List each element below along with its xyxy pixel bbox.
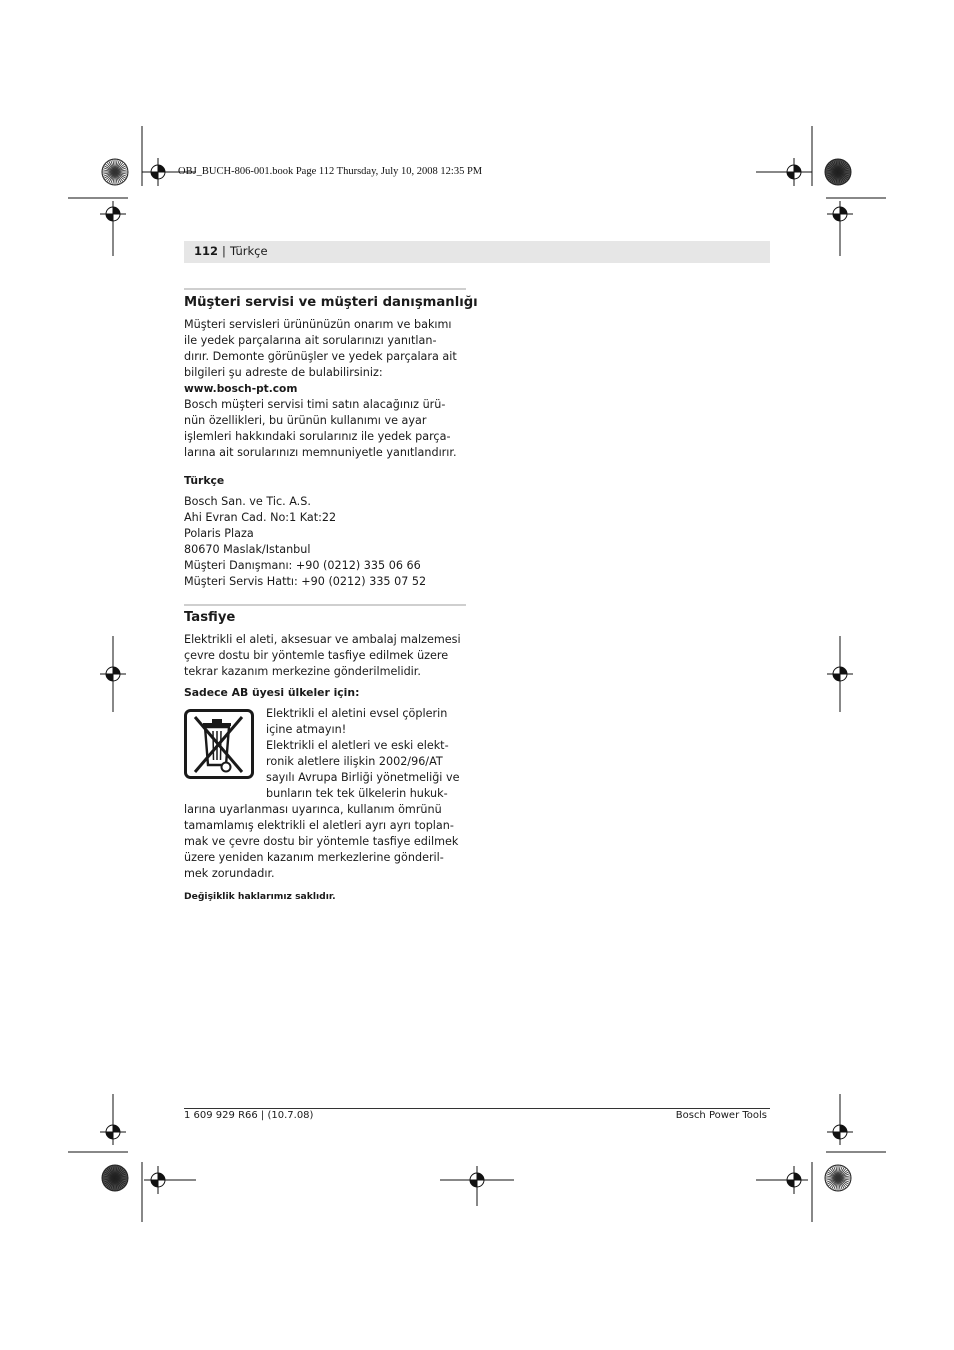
text-line: nün özellikleri, bu ürünün kullanımı ve ayar [184, 414, 427, 427]
text-line: tamamlamış elektrikli el aletleri ayrı ayrı toplan- [184, 819, 454, 832]
section-rule [184, 288, 466, 290]
header-language: Türkçe [230, 244, 268, 258]
text-line: Müşteri Servis Hattı: +90 (0212) 335 07 52 [184, 575, 427, 588]
rights-reserved: Değişiklik haklarımız saklıdır. [184, 891, 336, 902]
contact-address [184, 494, 470, 590]
service-text [184, 317, 470, 461]
text-line: larına uyarlanması uyarınca, kullanım ömrünü [184, 803, 442, 816]
text-line: Bosch müşteri servisi timi satın alacağınız ürü- [184, 398, 446, 411]
page-number: 112 [194, 244, 219, 258]
header-separator: | [222, 244, 226, 258]
text-line: Bosch San. ve Tic. A.S. [184, 495, 311, 508]
section-rule [184, 604, 466, 606]
color-star-mark [102, 1165, 128, 1191]
disposal-warning [266, 706, 459, 802]
text-line: Müşteri servisleri ürününüzün onarım ve bakımı [184, 318, 452, 331]
text-line: Müşteri Danışmanı: +90 (0212) 335 06 66 [184, 559, 421, 572]
service-url: www.bosch-pt.com [184, 383, 298, 395]
text-line: bilgileri şu adreste de bulabilirsiniz: [184, 366, 383, 379]
text-line: üzere yeniden kazanım merkezlerine gönderil- [184, 851, 444, 864]
text-line: Elektrikli el aleti, aksesuar ve ambalaj malzemesi [184, 633, 461, 646]
text-line: Polaris Plaza [184, 527, 254, 540]
disposal-directive-text [184, 802, 470, 882]
text-line: ronik aletlere ilişkin 2002/96/AT [266, 755, 443, 768]
contact-heading: Türkçe [184, 474, 225, 487]
disposal-heading: Tasfiye [184, 610, 236, 625]
text-line: mek zorundadır. [184, 867, 275, 880]
disposal-text [184, 632, 470, 680]
text-line: 80670 Maslak/Istanbul [184, 543, 311, 556]
footer-left: 1 609 929 R66 | (10.7.08) [184, 1110, 314, 1121]
text-line: işlemleri hakkındaki sorularınız ile yedek parça- [184, 430, 451, 443]
text-line: çevre dostu bir yöntemle tasfiye edilmek üzere [184, 649, 449, 662]
text-line: dırır. Demonte görünüşler ve yedek parçalara ait [184, 350, 457, 363]
text-line: mak ve çevre dostu bir yöntemle tasfiye edilmek [184, 835, 459, 848]
text-line: Ahi Evran Cad. No:1 Kat:22 [184, 511, 337, 524]
text-line: ile yedek parçalarına ait sorularınızı yanıtlan- [184, 334, 437, 347]
print-info: OBJ_BUCH-806-001.book Page 112 Thursday, July 10, 2008 12:35 PM [178, 166, 483, 177]
color-star-mark [825, 1165, 851, 1191]
footer-right: Bosch Power Tools [675, 1110, 767, 1121]
color-star-mark [825, 159, 851, 185]
service-heading: Müşteri servisi ve müşteri danışmanlığı [184, 295, 478, 310]
crossed-out-wheelie-bin-icon [184, 709, 254, 779]
text-line: bunların tek tek ülkelerin hukuk- [266, 787, 448, 800]
text-line: sayılı Avrupa Birliği yönetmeliği ve [266, 771, 460, 784]
color-star-mark [102, 159, 128, 185]
text-line: tekrar kazanım merkezine gönderilmelidir. [184, 665, 421, 678]
text-line: içine atmayın! [266, 723, 347, 736]
text-line: Elektrikli el aletini evsel çöplerin [266, 707, 448, 720]
eu-heading: Sadece AB üyesi ülkeler için: [184, 686, 360, 699]
text-line: larına ait sorularınızı memnuniyetle yanıtlandırır. [184, 446, 457, 459]
footer-rule [184, 1108, 770, 1109]
text-line: Elektrikli el aletleri ve eski elekt- [266, 739, 449, 752]
page-header [184, 241, 770, 263]
